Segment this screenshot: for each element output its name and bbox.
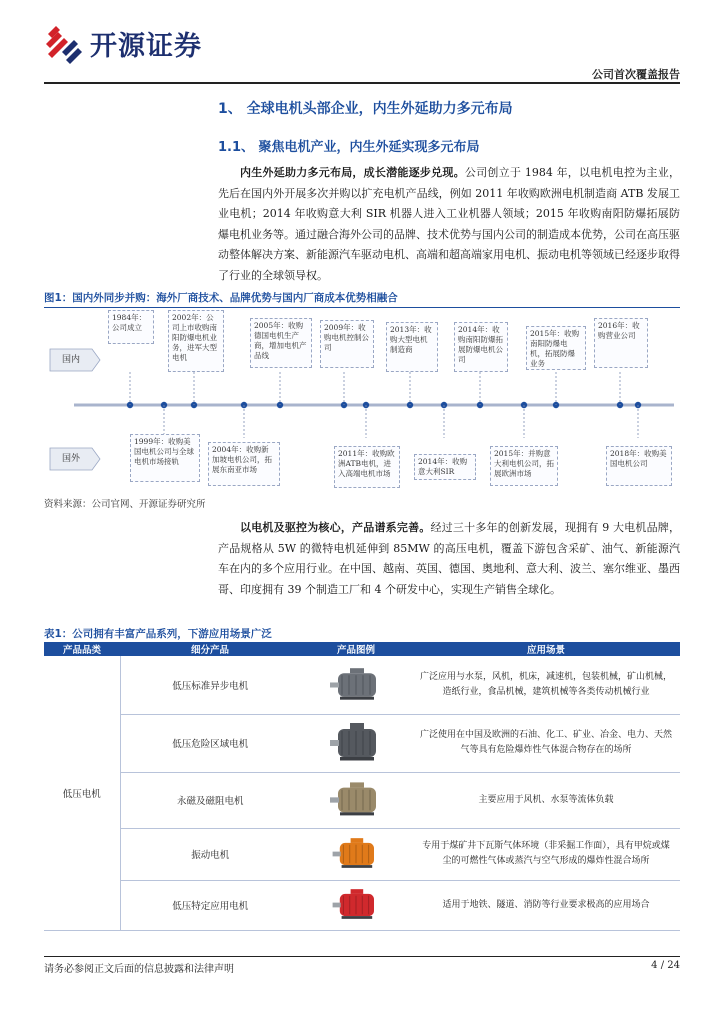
motor-shaft xyxy=(330,797,339,802)
product-name: 低压危险区域电机 xyxy=(120,714,300,772)
domestic-event: 2013年：收购大型电机制造商 xyxy=(386,322,438,372)
motor-image xyxy=(329,883,383,927)
overseas-event: 2015年：并购意大利电机公司，拓展欧洲市场 xyxy=(490,446,558,486)
terminal-box xyxy=(350,782,364,787)
motor-shaft xyxy=(333,903,341,908)
overseas-event: 2004年：收购新加坡电机公司，拓展东南亚市场 xyxy=(208,442,280,486)
intro-body: 公司创立于 1984 年，以电机电控为主业，先后在国内外开展多次并购以扩充电机产品线，例如 2011 年收购欧洲电机制造商 ATB 发展工业电机；2014 年收购意大利 SIR 机器人进入工业机器人领域；2015 年收购南阳防爆拓展防爆电机业务等。通过融合海外公司的品牌、技术优势与国内公司的制造成本优势，公司在高压驱动整体解决方案、新能源汽车驱动电机、高端和超高端家用电机、振动电机等领域已经逐步取得了行业的全球领导权。 xyxy=(218,166,680,282)
figure-caption: 图1：国内外同步并购：海外厂商技术、品牌优势与国内厂商成本优势相融合 xyxy=(44,290,680,308)
col-header-scene: 应用场景 xyxy=(412,642,680,656)
domestic-event: 2015年：收购南阳防爆电机，拓展防爆业务 xyxy=(526,326,586,370)
product-name: 低压标准异步电机 xyxy=(120,656,300,714)
products-lead: 以电机及驱控为核心，产品谱系完善。 xyxy=(240,521,431,534)
application-scene: 广泛应用与水泵，风机，机床，减速机，包装机械，矿山机械，造纸行业，食品机械，建筑机械等各类传动机械行业 xyxy=(412,656,680,714)
domestic-event: 2014年：收购南阳防爆拓展防爆电机公司 xyxy=(454,322,508,372)
row-label-overseas: 国外 xyxy=(61,454,80,464)
motor-image xyxy=(326,718,386,768)
domestic-event: 1984年：公司成立 xyxy=(108,310,154,344)
company-logo xyxy=(44,22,264,66)
table-row xyxy=(44,828,680,880)
section-heading: 1、 全球电机头部企业，内生外延助力多元布局 xyxy=(218,101,513,117)
product-name: 振动电机 xyxy=(120,828,300,880)
row-label-domestic: 国内 xyxy=(61,355,80,365)
product-table xyxy=(44,642,680,931)
product-name: 低压特定应用电机 xyxy=(120,880,300,930)
col-header-category: 产品品类 xyxy=(44,642,120,656)
product-name: 永磁及磁阻电机 xyxy=(120,772,300,828)
motor-foot xyxy=(342,865,373,868)
application-scene: 广泛使用在中国及欧洲的石油、化工、矿业、冶金、电力、天然气等具有危险爆炸性气体混合物存在的场所 xyxy=(412,714,680,772)
application-scene: 适用于地铁、隧道、消防等行业要求极高的应用场合 xyxy=(412,880,680,930)
application-scene: 主要应用于风机、水泵等流体负载 xyxy=(412,772,680,828)
motor-image xyxy=(326,778,386,822)
motor-shaft xyxy=(330,682,339,687)
motor-image xyxy=(329,832,383,876)
brand-name: 开源证券 xyxy=(90,31,202,62)
overseas-event: 2014年：收购意大利SIR xyxy=(414,454,476,480)
header-divider xyxy=(44,82,680,84)
product-image-cell xyxy=(300,828,412,880)
product-image-cell xyxy=(300,714,412,772)
table-row xyxy=(44,656,680,714)
overseas-event: 2018年：收购美国电机公司 xyxy=(606,446,672,486)
motor-foot xyxy=(342,916,373,919)
subsection-heading: 1.1、 聚焦电机产业，内生外延实现多元布局 xyxy=(218,140,480,155)
domestic-event: 2002年：公司上市收购南阳防爆电机业务，进军大型电机 xyxy=(168,310,224,372)
report-type: 公司首次覆盖报告 xyxy=(592,68,680,81)
overseas-event: 1999年：收购美国电机公司与全球电机市场接轨 xyxy=(130,434,200,482)
footer-divider xyxy=(44,956,680,957)
logo-mark-icon xyxy=(44,24,84,64)
motor-foot xyxy=(340,757,374,761)
product-image-cell xyxy=(300,880,412,930)
motor-shaft xyxy=(333,852,341,857)
motor-shaft xyxy=(330,740,339,746)
domestic-event: 2005年：收购德国电机生产商，增加电机产品线 xyxy=(250,318,312,368)
figure-source: 资料来源：公司官网、开源证券研究所 xyxy=(44,499,206,510)
intro-lead: 内生外延助力多元布局，成长潜能逐步兑现。 xyxy=(240,166,465,179)
col-header-product: 细分产品 xyxy=(120,642,300,656)
motor-foot xyxy=(340,812,374,815)
domestic-event: 2016年：收购营业公司 xyxy=(594,318,648,368)
motor-foot xyxy=(340,697,374,700)
terminal-box xyxy=(351,889,364,894)
footer-disclaimer: 请务必参阅正文后面的信息披露和法律声明 xyxy=(44,964,234,975)
domestic-event: 2009年：收购电机控制公司 xyxy=(320,320,374,368)
page-number: 4 / 24 xyxy=(651,960,680,971)
product-image-cell xyxy=(300,772,412,828)
motor-image xyxy=(326,664,386,706)
table-row xyxy=(44,880,680,930)
table-row xyxy=(44,772,680,828)
overseas-event: 2011年：收购欧洲ATB电机，进入高端电机市场 xyxy=(334,446,400,488)
table-caption: 表1：公司拥有丰富产品系列，下游应用场景广泛 xyxy=(44,626,680,644)
timeline-figure xyxy=(44,308,680,490)
terminal-box xyxy=(351,838,364,843)
table-row xyxy=(44,714,680,772)
application-scene: 专用于煤矿井下瓦斯气体环境（非采掘工作面），具有甲烷或煤尘的可燃性气体或蒸汽与空气形成的爆炸性混合场所 xyxy=(412,828,680,880)
terminal-box xyxy=(350,668,364,673)
intro-paragraph xyxy=(218,163,680,286)
products-body: 经过三十多年的创新发展，现拥有 9 大电机品牌，产品规格从 5W 的微特电机延伸到 85MW 的高压电机，覆盖下游包含采矿、油气、新能源汽车在内的多个应用行业。在中国、越南、英国、德国、奥地利、意大利、波兰、塞尔维亚、墨西哥、印度拥有 39 个制造工厂和 4 个研发中心，实现生产销售全球化。 xyxy=(218,521,681,596)
col-header-image: 产品图例 xyxy=(300,642,412,656)
terminal-box xyxy=(350,723,364,729)
products-paragraph xyxy=(218,518,680,600)
category-cell: 低压电机 xyxy=(44,656,120,930)
product-image-cell xyxy=(300,656,412,714)
table-header-row xyxy=(44,642,680,656)
